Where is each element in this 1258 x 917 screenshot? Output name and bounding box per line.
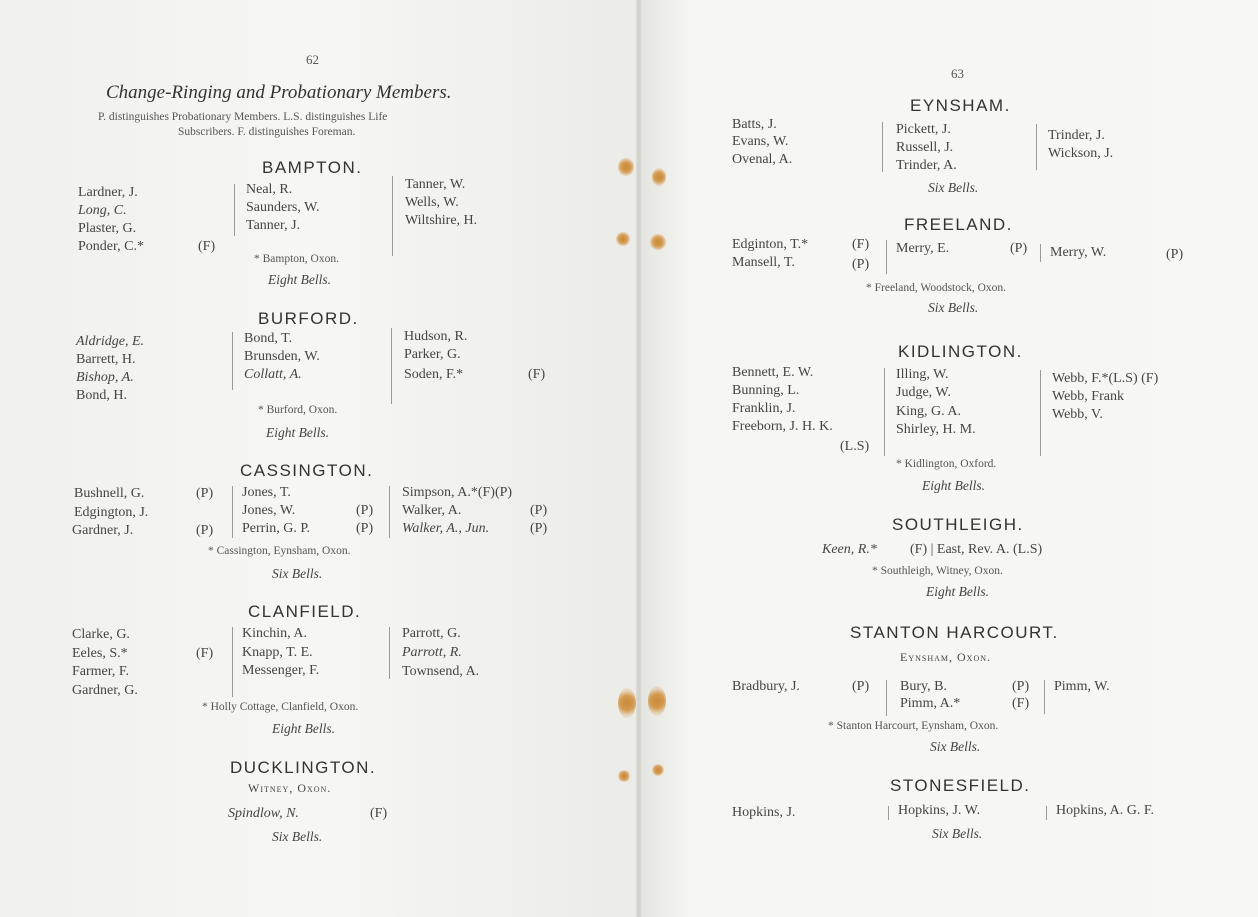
- address: * Southleigh, Witney, Oxon.: [872, 565, 1003, 577]
- member-name: Pimm, A.*: [900, 696, 961, 711]
- member-tag: (P): [1010, 241, 1028, 256]
- member-name: Edginton, T.*: [732, 237, 809, 252]
- member-tag: (P): [852, 257, 870, 272]
- member-name: Bushnell, G.: [74, 486, 145, 501]
- member-name: Shirley, H. M.: [896, 422, 976, 437]
- member-name: Merry, W.: [1050, 245, 1107, 260]
- member-name: Parrott, G.: [402, 626, 461, 641]
- section-heading: STONESFIELD.: [890, 776, 1031, 795]
- section-heading: EYNSHAM.: [910, 96, 1011, 115]
- legend-line: P. distinguishes Probationary Members. L.S. distinguishes Life: [98, 111, 388, 123]
- column-divider: [391, 328, 392, 404]
- member-name: Trinder, J.: [1048, 128, 1105, 143]
- column-divider: [1046, 806, 1047, 820]
- member-name: Lardner, J.: [78, 185, 138, 200]
- section-heading: STANTON HARCOURT.: [850, 623, 1059, 642]
- member-tag: (P): [356, 503, 374, 518]
- member-tag: (L.S): [840, 439, 870, 454]
- stain-mark: [652, 764, 664, 776]
- column-divider: [389, 627, 390, 679]
- member-name: Townsend, A.: [402, 664, 480, 679]
- legend-line: Subscribers. F. distinguishes Foreman.: [178, 126, 356, 138]
- member-name: Hudson, R.: [404, 329, 468, 344]
- stain-mark: [652, 168, 666, 186]
- section-heading: BURFORD.: [258, 309, 359, 328]
- column-divider: [234, 184, 235, 236]
- member-name: Farmer, F.: [72, 664, 130, 679]
- member-name: Clarke, G.: [72, 627, 130, 642]
- column-divider: [1036, 124, 1037, 170]
- member-name: Jones, W.: [242, 503, 296, 518]
- column-divider: [886, 680, 887, 716]
- location: Eynsham, Oxon.: [900, 650, 991, 664]
- member-name: Parrott, R.: [402, 645, 462, 660]
- member-name: Judge, W.: [896, 385, 951, 400]
- member-name: Spindlow, N.: [228, 806, 299, 821]
- bells-count: Six Bells.: [272, 829, 323, 844]
- section-heading: CASSINGTON.: [240, 461, 374, 480]
- member-tag: (P): [530, 503, 548, 518]
- address: * Holly Cottage, Clanfield, Oxon.: [202, 701, 359, 713]
- member-name: Webb, V.: [1052, 407, 1103, 422]
- member-name: Mansell, T.: [732, 255, 795, 270]
- member-name: Wiltshire, H.: [405, 213, 478, 228]
- member-tag: (P): [196, 486, 214, 501]
- member-tag: (F): [196, 646, 214, 661]
- member-tag: (F): [852, 237, 870, 252]
- member-tag: (F): [1012, 696, 1030, 711]
- member-name: Messenger, F.: [242, 663, 320, 678]
- member-name: Bishop, A.: [76, 370, 134, 385]
- member-name: Plaster, G.: [78, 221, 137, 236]
- column-divider: [232, 627, 233, 697]
- member-name: Bradbury, J.: [732, 679, 800, 694]
- member-name: Russell, J.: [896, 140, 954, 155]
- member-name: Gardner, G.: [72, 683, 138, 698]
- member-name: Barrett, H.: [76, 352, 136, 367]
- member-name: Merry, E.: [896, 241, 950, 256]
- member-tag: (P): [530, 521, 548, 536]
- member-tag: (F): [370, 806, 388, 821]
- member-name: Tanner, W.: [405, 177, 466, 192]
- member-name: Bury, B.: [900, 679, 947, 694]
- section-heading: BAMPTON.: [262, 158, 363, 177]
- member-tag: (P): [852, 679, 870, 694]
- stain-mark: [616, 232, 630, 246]
- member-name: Edgington, J.: [74, 505, 149, 520]
- stain-mark: [618, 688, 636, 718]
- member-name: Freeborn, J. H. K.: [732, 419, 833, 434]
- member-name: Wickson, J.: [1048, 146, 1114, 161]
- bells-count: Eight Bells.: [268, 272, 331, 287]
- member-tag: (P): [1012, 679, 1030, 694]
- member-name: Hopkins, A. G. F.: [1056, 803, 1155, 818]
- column-divider: [1040, 370, 1041, 456]
- stain-mark: [618, 770, 630, 782]
- bells-count: Six Bells.: [928, 300, 979, 315]
- address: * Freeland, Woodstock, Oxon.: [866, 282, 1007, 294]
- address: * Stanton Harcourt, Eynsham, Oxon.: [828, 720, 999, 732]
- member-name: Long, C.: [78, 203, 127, 218]
- column-divider: [389, 486, 390, 538]
- address: * Bampton, Oxon.: [254, 253, 339, 265]
- column-divider: [232, 332, 233, 390]
- bells-count: Eight Bells.: [272, 721, 335, 736]
- member-name: Bond, T.: [244, 331, 293, 346]
- member-name: Bunning, L.: [732, 383, 800, 398]
- column-divider: [1044, 680, 1045, 714]
- page-number: 63: [951, 66, 964, 81]
- column-divider: [1040, 244, 1041, 262]
- member-tag: (F): [198, 239, 216, 254]
- member-name: Walker, A.: [402, 503, 462, 518]
- section-heading: FREELAND.: [904, 215, 1013, 234]
- member-name: Trinder, A.: [896, 158, 957, 173]
- bells-count: Eight Bells.: [926, 584, 989, 599]
- member-name: Batts, J.: [732, 117, 777, 132]
- column-divider: [882, 122, 883, 172]
- address: * Cassington, Eynsham, Oxon.: [208, 545, 351, 557]
- member-name: Webb, F.*(L.S) (F): [1052, 371, 1159, 386]
- member-name: Franklin, J.: [732, 401, 796, 416]
- member-name: Evans, W.: [732, 134, 789, 149]
- member-tag: (F): [528, 367, 546, 382]
- member-name: Walker, A., Jun.: [402, 521, 490, 536]
- member-name: Webb, Frank: [1052, 389, 1124, 404]
- section-heading: CLANFIELD.: [248, 602, 362, 621]
- member-name: Hopkins, J.: [732, 805, 796, 820]
- member-name: Pimm, W.: [1054, 679, 1110, 694]
- member-name: Knapp, T. E.: [242, 645, 313, 660]
- member-name: Simpson, A.*(F)(P): [402, 485, 513, 500]
- book-gutter: [636, 0, 642, 917]
- stain-mark: [618, 158, 634, 176]
- member-name: Ovenal, A.: [732, 152, 793, 167]
- section-heading: SOUTHLEIGH.: [892, 515, 1024, 534]
- member-name: Neal, R.: [246, 182, 293, 197]
- member-name: Hopkins, J. W.: [898, 803, 981, 818]
- bells-count: Eight Bells.: [266, 425, 329, 440]
- member-name: Ponder, C.*: [78, 239, 144, 254]
- column-divider: [392, 176, 393, 256]
- member-line: (F) | East, Rev. A. (L.S): [910, 542, 1043, 557]
- member-name: Eeles, S.*: [72, 646, 128, 661]
- bells-count: Six Bells.: [272, 566, 323, 581]
- column-divider: [888, 806, 889, 820]
- column-divider: [884, 368, 885, 456]
- stain-mark: [648, 686, 666, 716]
- member-name: Bond, H.: [76, 388, 127, 403]
- member-name: Kinchin, A.: [242, 626, 307, 641]
- section-heading: KIDLINGTON.: [898, 342, 1023, 361]
- member-name: Illing, W.: [896, 367, 949, 382]
- address: * Kidlington, Oxford.: [896, 458, 997, 470]
- member-name: King, G. A.: [896, 404, 961, 419]
- member-name: Bennett, E. W.: [732, 365, 814, 380]
- member-name: Saunders, W.: [246, 200, 320, 215]
- column-divider: [886, 240, 887, 274]
- bells-count: Six Bells.: [930, 739, 981, 754]
- bells-count: Six Bells.: [928, 180, 979, 195]
- member-tag: (P): [356, 521, 374, 536]
- member-name: Brunsden, W.: [244, 349, 320, 364]
- member-name: Keen, R.*: [822, 542, 877, 557]
- member-name: Wells, W.: [405, 195, 459, 210]
- bells-count: Six Bells.: [932, 826, 983, 841]
- page-title: Change-Ringing and Probationary Members.: [106, 82, 452, 103]
- member-name: Jones, T.: [242, 485, 291, 500]
- column-divider: [232, 486, 233, 538]
- page-number: 62: [306, 52, 319, 67]
- member-name: Soden, F.*: [404, 367, 464, 382]
- member-name: Pickett, J.: [896, 122, 951, 137]
- member-tag: (P): [1166, 247, 1184, 262]
- section-heading: DUCKLINGTON.: [230, 758, 377, 777]
- member-name: Perrin, G. P.: [242, 521, 311, 536]
- member-name: Aldridge, E.: [76, 334, 145, 349]
- member-name: Tanner, J.: [246, 218, 301, 233]
- member-name: Collatt, A.: [244, 367, 302, 382]
- bells-count: Eight Bells.: [922, 478, 985, 493]
- address: * Burford, Oxon.: [258, 404, 338, 416]
- member-name: Parker, G.: [404, 347, 461, 362]
- member-name: Gardner, J.: [72, 523, 134, 538]
- member-tag: (P): [196, 523, 214, 538]
- location: Witney, Oxon.: [248, 781, 332, 795]
- stain-mark: [650, 234, 666, 250]
